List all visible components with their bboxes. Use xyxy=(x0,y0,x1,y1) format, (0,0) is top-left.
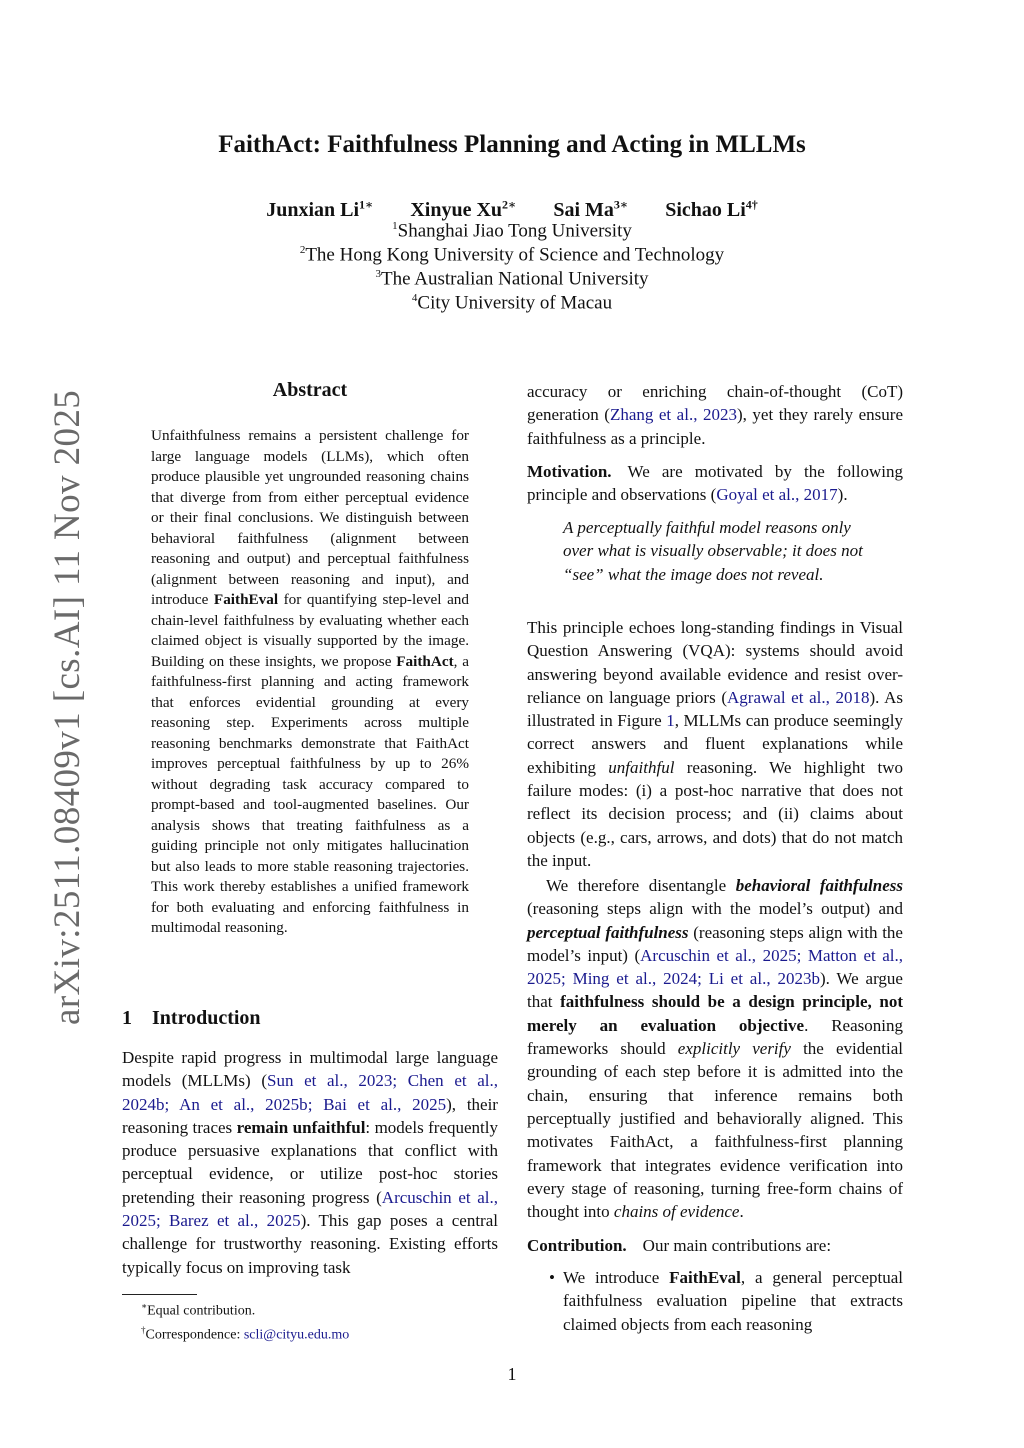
citation-link[interactable]: Matton et al., 2025 xyxy=(527,945,903,989)
section-title: Introduction xyxy=(152,1007,261,1029)
body-text: (reasoning steps align with the model’s input) ( xyxy=(527,922,903,965)
vqa-paragraph xyxy=(527,616,903,872)
body-text: We are motivated by the following principle and observations ( xyxy=(527,462,903,505)
body-text: . xyxy=(739,1202,744,1222)
body-text: reasoning. We highlight two failure modes: (i) a post-hoc narrative that does not reflect its decision process; and (ii) claims about objects (e.g., cars, arrows, and dots) that do not match the input. xyxy=(527,757,903,870)
footnote-mark: † xyxy=(141,1324,146,1335)
affiliation-name: Shanghai Jiao Tong University xyxy=(397,220,632,242)
author-name: Junxian Li xyxy=(266,198,360,221)
citation-separator: ; xyxy=(697,969,709,989)
author-4 xyxy=(665,199,758,221)
footnotes xyxy=(141,1297,349,1344)
contribution-paragraph xyxy=(527,1234,903,1257)
body-text: , a general perceptual faithfulness evaluation pipeline that extracts claimed objects from each reasoning xyxy=(563,1268,903,1334)
author-1 xyxy=(266,199,373,221)
citation-link[interactable]: Agrawal et al., 2018 xyxy=(727,687,870,707)
intro-emphasis: remain unfaithful xyxy=(236,1117,366,1137)
motivation-paragraph xyxy=(527,460,903,507)
abstract-faithact: FaithAct xyxy=(396,652,454,670)
abstract-text: Unfaithfulness remains a persistent challenge for large language models (LLMs), which often produce plausible yet ungrounded reasoning chains that diverge from from either perceptual evidence or their final conclusions. We distinguish between behavioral faithfulness (alignment between reasoning and output) and perceptual faithfulness (alignment between reasoning and input), and introduce xyxy=(151,427,469,608)
author-2 xyxy=(410,199,516,221)
body-italic: explicitly verify xyxy=(677,1039,791,1059)
author-3 xyxy=(553,199,628,221)
right-continuation-paragraph xyxy=(527,380,903,450)
intro-text: : models frequently produce persuasive explanations that conflict with perceptual evidence, or utilize post-hoc stories pretending their reasoning progress ( xyxy=(122,1117,498,1207)
author-name: Xinyue Xu xyxy=(410,198,503,221)
body-text: We introduce xyxy=(563,1268,670,1287)
faitheval-term: FaithEval xyxy=(669,1268,741,1287)
author-name: Sai Ma xyxy=(553,198,614,221)
body-text: . Reasoning frameworks should xyxy=(527,1015,903,1059)
bullet-text xyxy=(563,1266,903,1336)
affiliation-4 xyxy=(0,292,1024,314)
citation-link[interactable]: Ming et al., 2024 xyxy=(572,969,698,989)
footnote-equal-contribution xyxy=(141,1297,349,1321)
citation-link[interactable]: Sun et al., 2023 xyxy=(267,1071,393,1091)
affiliation-number: 4 xyxy=(411,292,418,304)
citation-link[interactable]: Arcuschin et al., 2025 xyxy=(640,945,797,965)
author-mark: 3∗ xyxy=(613,197,629,211)
citation-link[interactable]: Goyal et al., 2017 xyxy=(716,485,838,505)
citation-link[interactable]: An et al., 2025b xyxy=(179,1094,308,1114)
affiliation-name: The Hong Kong University of Science and Technology xyxy=(305,244,725,266)
body-text: ), yet they rarely ensure faithfulness as a principle. xyxy=(527,405,904,448)
affiliation-3 xyxy=(0,268,1024,290)
disentangle-paragraph xyxy=(527,874,903,1223)
paper-title: FaithAct: Faithfulness Planning and Acting in MLLMs xyxy=(218,131,806,158)
body-text: We therefore disentangle xyxy=(546,876,736,895)
bullet-marker: • xyxy=(549,1268,555,1287)
affiliation-2 xyxy=(0,244,1024,266)
body-italic: unfaithful xyxy=(608,757,675,777)
footnote-mark: ∗ xyxy=(141,1301,148,1311)
abstract-text: , a faithfulness-first planning and acting framework that enforces evidential grounding at every reasoning step. Experiments across multiple reasoning benchmarks demonstrate that FaithAct improves perceptual faithfulness by up to 26% without degrading task accuracy compared to prompt-based and tool-augmented baselines. Our analysis shows that treating faithfulness as a guiding principle not only mitigates hallucination but also leads to more stable reasoning trajectories. This work thereby establishes a unified framework for both evaluating and enforcing faithfulness in multimodal reasoning. xyxy=(151,652,469,936)
citation-separator: ; xyxy=(796,945,808,965)
citation-link[interactable]: Li et al., 2023b xyxy=(708,969,820,989)
body-text: ). xyxy=(837,485,848,505)
page-number: 1 xyxy=(507,1364,517,1384)
abstract-heading: Abstract xyxy=(272,379,348,401)
abstract-faitheval: FaithEval xyxy=(213,591,279,608)
intro-text: ). This gap poses a central challenge for trustworthy reasoning. Existing efforts typically focus on improving task xyxy=(122,1211,498,1277)
body-text: This principle echoes long-standing findings in Visual Question Answering (VQA): systems should avoid answering beyond available evidence and resist over-reliance on language priors ( xyxy=(527,618,903,707)
citation-link[interactable]: Arcuschin et al., 2025 xyxy=(122,1187,498,1231)
body-italic: chains of evidence xyxy=(613,1202,740,1222)
author-mark: 1∗ xyxy=(359,197,374,211)
author-mark: 2∗ xyxy=(502,197,517,211)
citation-separator: ; xyxy=(392,1071,408,1091)
citation-separator: ; xyxy=(164,1094,180,1114)
contribution-bullet-1 xyxy=(527,1266,903,1336)
abstract-text: for quantifying step-level and chain-level faithfulness by evaluating whether each claimed object is visually supported by the image. Building on these insights, we propose xyxy=(151,591,469,670)
design-principle-claim: faithfulness should be a design principle, not merely an evaluation objective xyxy=(527,992,903,1035)
body-text: accuracy or enriching chain-of-thought (CoT) generation ( xyxy=(527,382,903,425)
behavioral-faithfulness-term: behavioral faithfulness xyxy=(735,876,903,895)
footnote-text: Equal contribution. xyxy=(147,1303,256,1319)
affiliation-number: 3 xyxy=(375,268,381,280)
intro-text: Despite rapid progress in multimodal large language models (MLLMs) ( xyxy=(122,1048,498,1091)
affiliation-1 xyxy=(0,220,1024,242)
body-text: ). We argue that xyxy=(527,969,903,1012)
citation-link[interactable]: Zhang et al., 2023 xyxy=(609,405,737,425)
abstract-body xyxy=(151,426,469,939)
motivation-label: Motivation. xyxy=(527,462,612,481)
intro-paragraph xyxy=(122,1046,498,1279)
section-number: 1 xyxy=(122,1007,132,1029)
author-name: Sichao Li xyxy=(665,198,746,221)
section-heading-introduction xyxy=(122,1007,261,1030)
citation-separator: ; xyxy=(307,1094,324,1114)
body-text: the evidential grounding of each step before it is admitted into the chain, ensuring that inference remains both perceptually justified and behaviorally aligned. This motivates FaithAct, a faithfulness-first planning framework that integrates evidence verification into every stage of reasoning, turning free-form chains of thought into xyxy=(527,1039,903,1222)
affiliation-number: 1 xyxy=(392,220,398,232)
body-text: Our main contributions are: xyxy=(642,1236,832,1255)
footnote-correspondence xyxy=(141,1321,349,1345)
citation-separator: ; xyxy=(156,1211,170,1231)
citation-link[interactable]: Bai et al., 2025 xyxy=(323,1094,447,1114)
email-link[interactable]: scli@cityu.edu.mo xyxy=(243,1327,350,1343)
principle-quote: A perceptually faithful model reasons only over what is visually observable; it does not “see” what the image does not reveal. xyxy=(563,518,863,584)
citation-link[interactable]: Barez et al., 2025 xyxy=(169,1211,301,1231)
arxiv-margin-stamp: arXiv:2511.08409v1 [cs.AI] 11 Nov 2025 xyxy=(47,389,88,1025)
author-mark: 4† xyxy=(745,197,758,211)
intro-text: ), their reasoning traces xyxy=(122,1094,498,1137)
figure-reference-link[interactable]: 1 xyxy=(666,711,675,731)
body-text: , MLLMs can produce seemingly correct answers and fluent explanations while exhibiting xyxy=(527,711,903,777)
footnote-text: Correspondence: xyxy=(145,1327,244,1343)
affiliation-number: 2 xyxy=(299,244,306,256)
contribution-label: Contribution. xyxy=(527,1236,627,1255)
affiliation-name: The Australian National University xyxy=(380,268,649,290)
body-text: ). As illustrated in Figure xyxy=(527,687,903,731)
body-text: (reasoning steps align with the model’s output) and xyxy=(527,899,903,919)
citation-link[interactable]: Chen et al., 2024b xyxy=(122,1071,498,1114)
affiliation-name: City University of Macau xyxy=(417,292,613,314)
citation-separator: ; xyxy=(561,969,573,989)
perceptual-faithfulness-term: perceptual faithfulness xyxy=(527,922,689,942)
author-list xyxy=(0,197,1024,222)
footnote-rule xyxy=(122,1294,197,1295)
